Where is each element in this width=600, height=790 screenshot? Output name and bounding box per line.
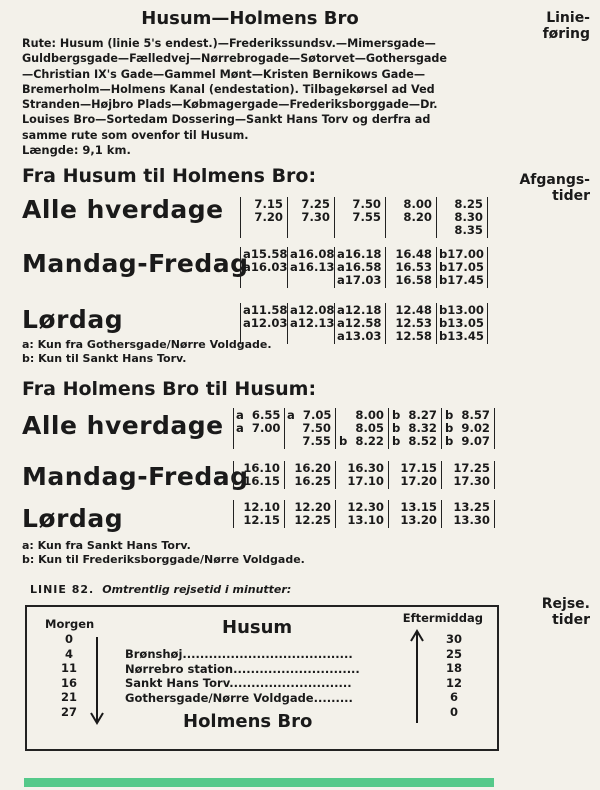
afternoon-time: 6 <box>449 690 458 705</box>
outbound-label-alle: Alle hverdage <box>22 195 224 224</box>
time-cell: 7.15 <box>254 197 283 211</box>
time-cell: 17.10 <box>347 474 384 488</box>
time-column <box>284 500 335 528</box>
bottom-divider <box>24 778 494 787</box>
time-cell: b17.00 <box>439 247 484 261</box>
stop-bottom: Holmens Bro <box>183 711 313 732</box>
route-length: Længde: 9,1 km. <box>22 143 131 157</box>
time-column <box>441 408 495 449</box>
side-label-line: føring <box>542 26 590 42</box>
time-cell: a 7.00 <box>236 421 281 435</box>
side-label-line: Linie- <box>546 10 590 26</box>
time-cell: 17.15 <box>400 461 437 475</box>
afternoon-time: 12 <box>445 675 462 690</box>
inbound-heading: Fra Holmens Bro til Husum: <box>22 378 317 400</box>
time-column <box>441 461 495 489</box>
travel-heading <box>30 583 291 596</box>
time-cell: 16.58 <box>395 273 432 287</box>
route-line: samme rute som ovenfor til Husum. <box>22 128 249 142</box>
route-line: Husum (linie 5's endest.)—Frederikssundsv.—Mimersgade— <box>59 37 436 50</box>
outbound-label-loerdag: Lørdag <box>22 305 124 334</box>
time-cell: 12.20 <box>294 500 331 514</box>
time-column <box>287 303 334 344</box>
time-cell: a16.13 <box>290 260 335 274</box>
time-cell: 17.30 <box>453 474 490 488</box>
time-cell: a17.03 <box>337 273 382 287</box>
afternoon-time: 30 <box>445 632 462 646</box>
outbound-table-alle <box>240 197 488 238</box>
outbound-note-a: a: Kun fra Gothersgade/Nørre Voldgade. <box>22 338 272 351</box>
time-column <box>334 247 385 288</box>
time-cell: a12.08 <box>290 303 335 317</box>
time-cell: 7.25 <box>301 197 330 211</box>
time-cell: 17.20 <box>400 474 437 488</box>
time-cell: b 8.27 <box>392 408 437 422</box>
time-cell: 17.25 <box>453 461 490 475</box>
time-cell: a12.58 <box>337 316 382 330</box>
time-cell: 12.53 <box>395 316 432 330</box>
stop-list <box>125 647 360 705</box>
time-cell: 13.25 <box>453 500 490 514</box>
time-cell: b17.45 <box>439 273 484 287</box>
afternoon-label: Eftermiddag <box>402 611 483 625</box>
time-cell: a12.18 <box>337 303 382 317</box>
time-cell: 7.50 <box>352 197 381 211</box>
time-cell: 7.50 <box>302 421 331 435</box>
side-label-afgangstider <box>500 172 590 204</box>
route-line: —Christian IX's Gade—Gammel Mønt—Kristen Bernikows Gade— <box>22 67 426 81</box>
time-cell: b 9.02 <box>445 421 490 435</box>
time-column <box>233 500 284 528</box>
side-label-rejsetider <box>500 596 590 628</box>
time-column <box>385 197 436 238</box>
time-cell: a16.03 <box>243 260 288 274</box>
time-column <box>335 500 388 528</box>
time-cell: 16.10 <box>243 461 280 475</box>
time-cell: 8.05 <box>355 421 384 435</box>
outbound-note-b: b: Kun til Sankt Hans Torv. <box>22 352 187 365</box>
inbound-label-loerdag: Lørdag <box>22 504 124 533</box>
route-line: Guldbergsgade—Fælledvej—Nørrebrogade—Søtorvet—Gothersgade <box>22 52 448 66</box>
time-column <box>240 197 287 238</box>
time-cell: 13.10 <box>347 513 384 527</box>
time-cell: 12.30 <box>347 500 384 514</box>
time-cell: a 6.55 <box>236 408 281 422</box>
time-cell: b17.05 <box>439 260 484 274</box>
time-cell: 13.30 <box>453 513 490 527</box>
time-cell: 16.48 <box>395 247 432 261</box>
morning-time: 16 <box>60 675 77 690</box>
time-cell: b 8.57 <box>445 408 490 422</box>
time-column <box>287 197 334 238</box>
time-cell: b13.45 <box>439 329 484 343</box>
time-column <box>335 408 388 449</box>
time-cell: 7.55 <box>302 434 331 448</box>
stop-item: Brønshøj....................................... <box>125 647 353 661</box>
time-cell: b13.05 <box>439 316 484 330</box>
time-cell: b 8.22 <box>339 434 384 448</box>
time-cell: a15.58 <box>243 247 288 261</box>
side-label-line: tider <box>552 188 590 204</box>
time-column <box>233 408 284 449</box>
time-column <box>385 303 436 344</box>
morning-time: 27 <box>60 704 77 719</box>
time-cell: 8.25 <box>454 197 483 211</box>
morning-time: 11 <box>60 661 77 676</box>
time-column <box>385 247 436 288</box>
time-cell: 16.15 <box>243 474 280 488</box>
time-cell: a12.03 <box>243 316 288 330</box>
line-number: LINIE 82. <box>30 583 95 596</box>
time-column <box>284 408 335 449</box>
side-label-line: tider <box>552 612 590 628</box>
afternoon-time: 0 <box>449 704 458 719</box>
inbound-note-a: a: Kun fra Sankt Hans Torv. <box>22 539 191 552</box>
inbound-note-b: b: Kun til Frederiksborggade/Nørre Voldgade. <box>22 553 305 566</box>
time-cell: 12.10 <box>243 500 280 514</box>
time-cell: 7.55 <box>352 210 381 224</box>
stop-top: Husum <box>222 617 293 638</box>
time-cell: 12.25 <box>294 513 331 527</box>
inbound-label-alle: Alle hverdage <box>22 411 224 440</box>
travel-subtitle: Omtrentlig rejsetid i minutter: <box>102 583 292 596</box>
side-label-line: Afgangs- <box>519 172 590 188</box>
time-cell: a13.03 <box>337 329 382 343</box>
route-line: Bremerholm—Holmens Kanal (endestation). Tilbagekørsel ad Ved <box>22 82 435 96</box>
afternoon-time: 18 <box>445 661 462 676</box>
time-column <box>441 500 495 528</box>
time-cell: 16.30 <box>347 461 384 475</box>
time-cell: a16.58 <box>337 260 382 274</box>
afternoon-times <box>441 632 467 720</box>
time-column <box>388 500 441 528</box>
stop-item: Nørrebro station............................. <box>125 661 360 676</box>
outbound-table-loerdag <box>240 303 488 344</box>
time-cell: 8.35 <box>454 223 483 237</box>
time-cell: 12.58 <box>395 329 432 343</box>
time-column <box>284 461 335 489</box>
afternoon-time: 25 <box>445 646 462 661</box>
route-description <box>22 36 502 143</box>
outbound-label-mandag: Mandag-Fredag <box>22 249 249 278</box>
time-column <box>240 247 287 288</box>
time-cell: 16.20 <box>294 461 331 475</box>
time-column <box>436 197 488 238</box>
time-column <box>334 303 385 344</box>
inbound-label-mandag: Mandag-Fredag <box>22 462 249 491</box>
time-cell: b13.00 <box>439 303 484 317</box>
time-column <box>334 197 385 238</box>
time-column <box>388 461 441 489</box>
time-cell: 16.53 <box>395 260 432 274</box>
inbound-table-mandag <box>233 461 495 489</box>
time-cell: 8.20 <box>403 210 432 224</box>
time-column <box>388 408 441 449</box>
travel-time-box <box>25 605 499 751</box>
inbound-table-alle <box>233 408 495 449</box>
time-cell: 8.00 <box>355 408 384 422</box>
time-column <box>233 461 284 489</box>
route-label: Rute: <box>22 37 56 50</box>
side-label-line: Rejse. <box>541 596 590 612</box>
time-cell: a16.08 <box>290 247 335 261</box>
outbound-table-mandag <box>240 247 488 288</box>
time-cell: 12.15 <box>243 513 280 527</box>
time-column <box>436 303 488 344</box>
morning-time: 4 <box>64 646 73 661</box>
time-cell: 13.20 <box>400 513 437 527</box>
up-arrow-icon <box>409 629 425 725</box>
time-cell: 12.48 <box>395 303 432 317</box>
time-column <box>287 247 334 288</box>
inbound-table-loerdag <box>233 500 495 528</box>
time-cell: a12.13 <box>290 316 335 330</box>
down-arrow-icon <box>89 637 105 727</box>
time-cell: b 9.07 <box>445 434 490 448</box>
time-cell: a 7.05 <box>287 408 332 422</box>
morning-times <box>57 632 81 720</box>
time-cell: 16.25 <box>294 474 331 488</box>
time-cell: 13.15 <box>400 500 437 514</box>
time-cell: b 8.32 <box>392 421 437 435</box>
time-cell: 7.20 <box>254 210 283 224</box>
morning-label: Morgen <box>45 617 95 631</box>
morning-time: 21 <box>60 690 77 705</box>
morning-time: 0 <box>64 632 73 646</box>
time-cell: b 8.52 <box>392 434 437 448</box>
time-cell: 8.00 <box>403 197 432 211</box>
time-column <box>436 247 488 288</box>
time-column <box>335 461 388 489</box>
side-label-linjefoering <box>500 10 590 42</box>
route-line: Stranden—Højbro Plads—Købmagergade—Frederiksborggade—Dr. <box>22 98 438 112</box>
page-title: Husum—Holmens Bro <box>141 8 359 29</box>
stop-item: Sankt Hans Torv............................ <box>125 676 352 691</box>
outbound-heading: Fra Husum til Holmens Bro: <box>22 165 317 187</box>
time-cell: 8.30 <box>454 210 483 224</box>
time-cell: 7.30 <box>301 210 330 224</box>
time-cell: a11.58 <box>243 303 288 317</box>
route-line: Louises Bro—Sortedam Dossering—Sankt Hans Torv og derfra ad <box>22 113 431 127</box>
time-cell: a16.18 <box>337 247 382 261</box>
stop-item: Gothersgade/Nørre Voldgade......... <box>125 690 353 705</box>
